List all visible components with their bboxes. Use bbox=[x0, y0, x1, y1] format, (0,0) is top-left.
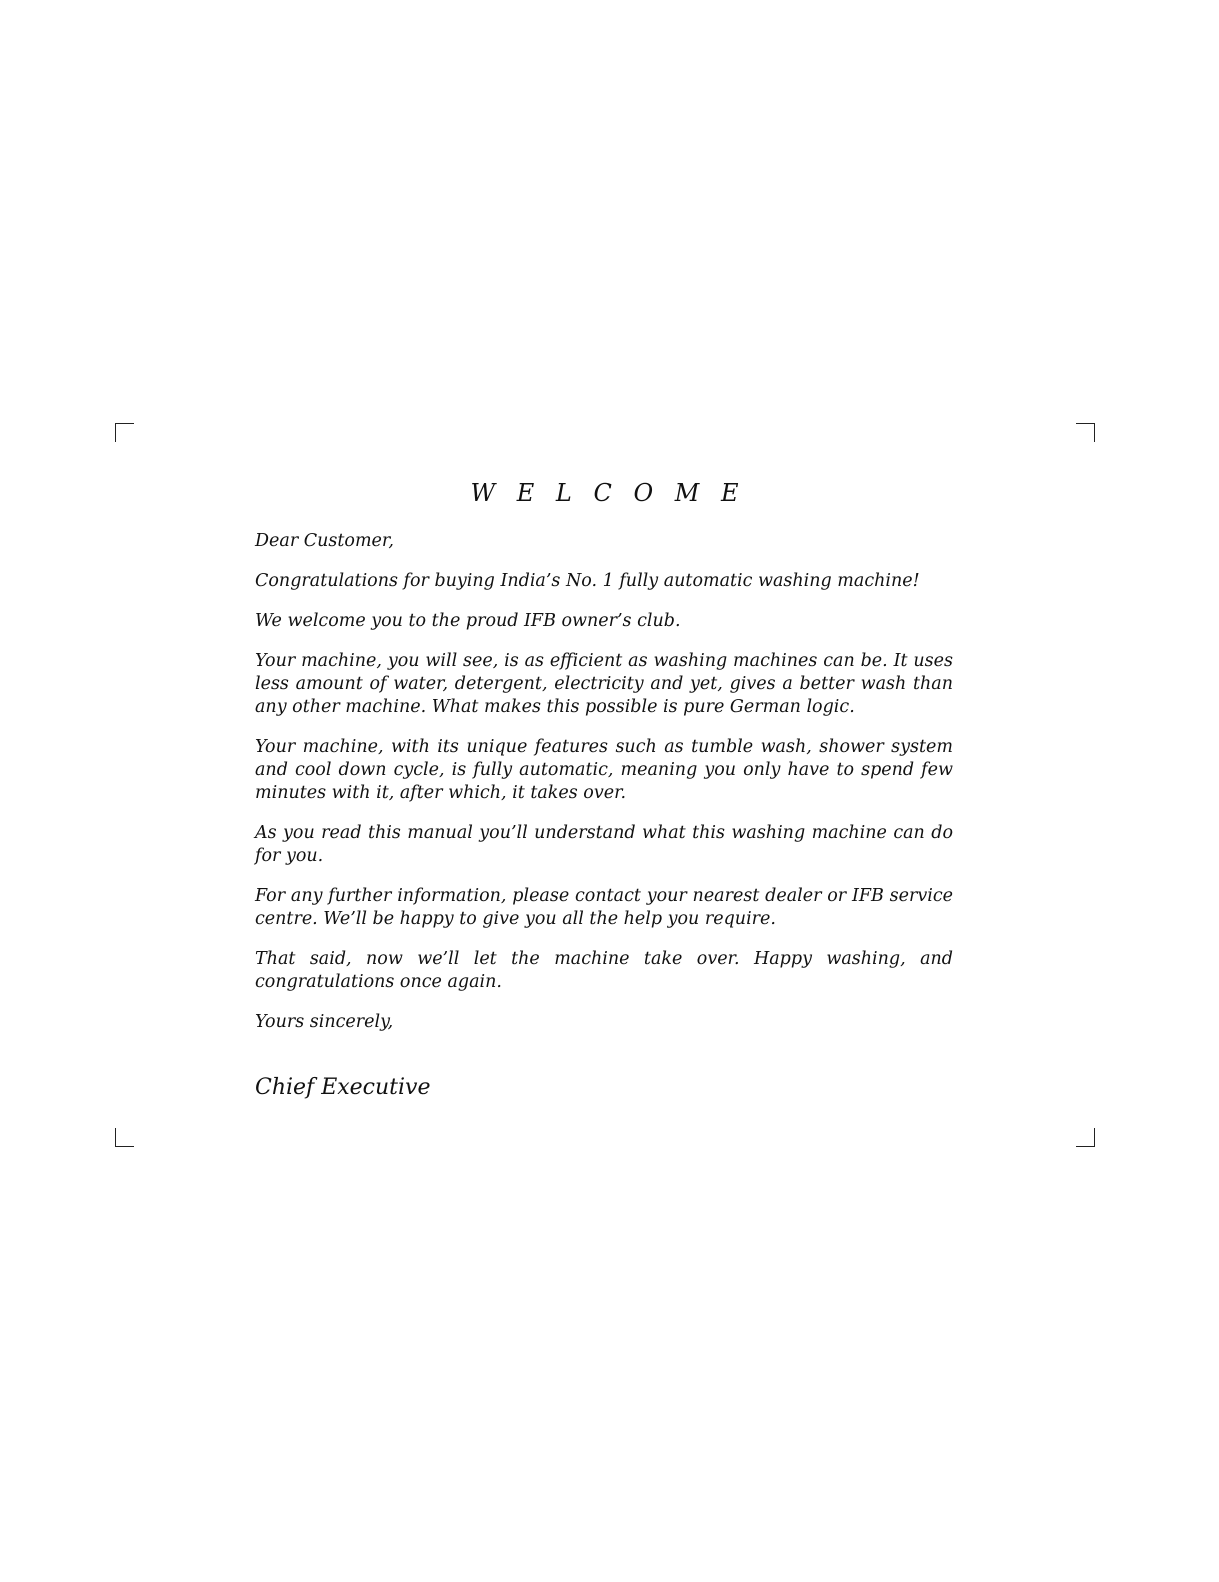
paragraph-manual: As you read this manual you’ll understand what this washing machine can do for you. bbox=[255, 823, 953, 866]
page-title: W E L C O M E bbox=[470, 479, 746, 507]
crop-mark-top-right bbox=[1076, 423, 1095, 442]
paragraph-contact: For any further information, please contact your nearest dealer or IFB service centre. We’ll be happy to give you all the help you require. bbox=[255, 886, 953, 929]
paragraph-efficiency: Your machine, you will see, is as efficient as washing machines can be. It uses less amount of water, detergent, electricity and yet, gives a better wash than any other machine. What makes this possible is pure German logic. bbox=[255, 651, 953, 717]
paragraph-closing-wish: That said, now we’ll let the machine take over. Happy washing, and congratulations once again. bbox=[255, 949, 953, 992]
paragraph-welcome-club: We welcome you to the proud IFB owner’s club. bbox=[255, 611, 681, 631]
crop-mark-top-left bbox=[115, 423, 134, 442]
salutation: Dear Customer, bbox=[255, 531, 394, 551]
paragraph-congratulations: Congratulations for buying India’s No. 1 fully automatic washing machine! bbox=[255, 571, 920, 591]
paragraph-features: Your machine, with its unique features such as tumble wash, shower system and cool down cycle, is fully automatic, meaning you only have to spend few minutes with it, after which, it takes over. bbox=[255, 737, 953, 803]
closing: Yours sincerely, bbox=[255, 1012, 394, 1032]
crop-mark-bottom-right bbox=[1076, 1128, 1095, 1147]
welcome-letter bbox=[255, 478, 953, 1119]
signature: Chief Executive bbox=[255, 1075, 431, 1100]
crop-mark-bottom-left bbox=[115, 1128, 134, 1147]
